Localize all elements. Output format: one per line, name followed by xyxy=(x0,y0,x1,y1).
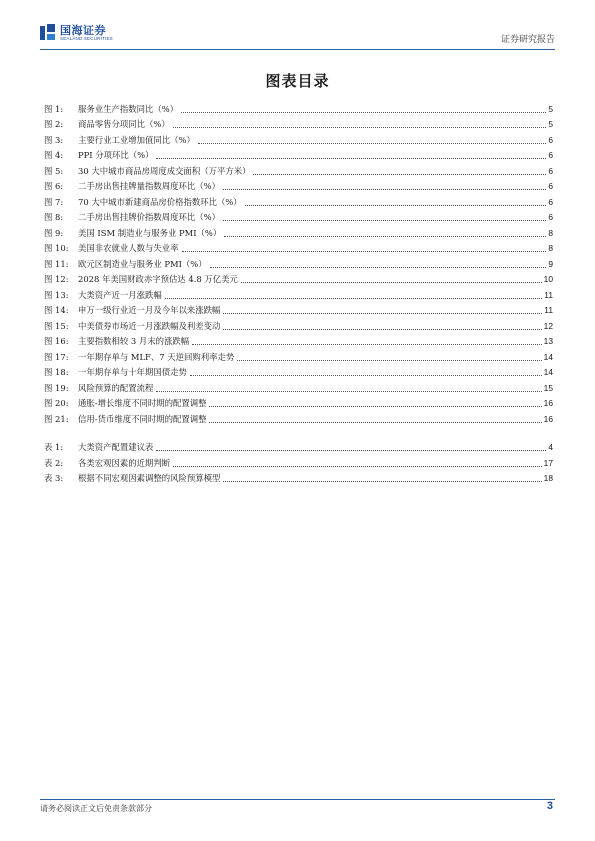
toc-entry[interactable] xyxy=(44,99,553,115)
entry-page: 6 xyxy=(548,196,553,207)
toc-entry[interactable] xyxy=(44,270,553,286)
entry-label: 图 20: xyxy=(44,398,69,408)
entry-label: 图 19: xyxy=(44,382,69,393)
dot-leader xyxy=(237,360,541,361)
entry-label: 图 6: xyxy=(44,181,64,191)
toc-entry[interactable] xyxy=(44,316,553,332)
entry-label: 表 1: xyxy=(44,442,64,452)
page-title: 图表目录 xyxy=(265,72,330,90)
entry-page: 8 xyxy=(548,227,553,238)
toc-entry[interactable] xyxy=(44,130,553,146)
entry-page: 12 xyxy=(543,320,553,331)
entry-title: 70 大中城市新建商品房价格指数环比（%） xyxy=(78,196,242,207)
entry-label: 图 18: xyxy=(44,367,69,377)
toc-entry[interactable] xyxy=(44,285,553,301)
entry-title: 二手房出售挂牌价指数周度环比（%） xyxy=(78,212,220,222)
dot-leader xyxy=(173,466,542,467)
toc-entry[interactable] xyxy=(44,453,553,469)
toc-entry[interactable] xyxy=(44,394,553,410)
dot-leader xyxy=(209,422,541,423)
entry-label: 表 3: xyxy=(44,473,64,483)
toc-entry[interactable] xyxy=(44,161,553,177)
section-gap xyxy=(44,425,553,438)
entry-label: 图 16: xyxy=(44,336,69,346)
header-divider xyxy=(40,49,555,50)
entry-page: 5 xyxy=(548,103,553,114)
entry-page: 5 xyxy=(548,119,553,129)
entry-label: 图 10: xyxy=(44,243,69,253)
dot-leader xyxy=(253,174,546,175)
dot-leader xyxy=(223,220,546,221)
entry-label: 图 9: xyxy=(44,227,64,238)
entry-page: 11 xyxy=(544,289,553,300)
entry-label: 图 7: xyxy=(44,196,64,207)
entry-title: 风险预算的配置流程 xyxy=(78,382,154,393)
entry-page: 6 xyxy=(548,150,553,160)
entry-page: 16 xyxy=(543,413,553,424)
entry-label: 图 21: xyxy=(44,413,69,424)
entry-title: 申万一级行业近一月及今年以来涨跌幅 xyxy=(78,305,221,315)
entry-title: 信用-货币维度不同时期的配置调整 xyxy=(78,413,207,424)
entry-page: 6 xyxy=(548,165,553,176)
toc-entry[interactable] xyxy=(44,115,553,131)
dot-leader xyxy=(190,375,542,376)
entry-label: 图 12: xyxy=(44,274,69,284)
toc-entry[interactable] xyxy=(44,378,553,394)
entry-title: 2028 年美国财政赤字预估达 4.8 万亿美元 xyxy=(78,274,238,284)
toc-entry[interactable] xyxy=(44,223,553,239)
entry-label: 图 14: xyxy=(44,305,69,315)
company-logo xyxy=(40,22,113,44)
toc-entry[interactable] xyxy=(44,208,553,224)
entry-title: 各类宏观因素的近期判断 xyxy=(78,457,171,468)
dot-leader xyxy=(156,158,546,159)
entry-title: 30 大中城市商品房周度成交面积（万平方米） xyxy=(78,165,251,176)
dot-leader xyxy=(156,391,541,392)
entry-title: 中美债券市场近一月涨跌幅及利差变动 xyxy=(78,320,221,331)
entry-page: 13 xyxy=(543,336,553,346)
logo-name-cn: 国海证券 xyxy=(60,23,106,37)
entry-title: 根据不同宏观因素调整的风险预算模型 xyxy=(78,473,221,483)
dot-leader xyxy=(173,127,547,128)
entry-label: 图 2: xyxy=(44,119,64,129)
entry-page: 8 xyxy=(548,243,553,253)
entry-title: 二手房出售挂牌量指数周度环比（%） xyxy=(78,181,220,191)
entry-page: 18 xyxy=(543,473,553,483)
entry-label: 图 5: xyxy=(44,165,64,176)
dot-leader xyxy=(223,481,541,482)
dot-leader xyxy=(182,251,547,252)
entry-page: 16 xyxy=(543,398,553,408)
toc-entry[interactable] xyxy=(44,146,553,162)
toc-entry[interactable] xyxy=(44,438,553,454)
entry-label: 图 1: xyxy=(44,103,64,114)
logo-name-en: SEALAND SECURITIES xyxy=(60,35,113,41)
entry-title: 主要指数相较 3 月末的涨跌幅 xyxy=(78,336,190,346)
entry-page: 10 xyxy=(543,274,553,284)
entry-title: 一年期存单与 MLF、7 天逆回购利率走势 xyxy=(78,351,235,362)
entry-label: 图 8: xyxy=(44,212,64,222)
entry-label: 图 3: xyxy=(44,134,64,145)
entry-page: 17 xyxy=(543,457,553,468)
entry-title: 美国 ISM 制造业与服务业 PMI（%） xyxy=(78,227,222,238)
dot-leader xyxy=(223,189,546,190)
entry-label: 图 13: xyxy=(44,289,69,300)
entry-title: 一年期存单与十年期国债走势 xyxy=(78,367,187,377)
toc-entry[interactable] xyxy=(44,192,553,208)
entry-title: 大类资产近一月涨跌幅 xyxy=(78,289,162,300)
entry-page: 9 xyxy=(548,258,553,269)
entry-title: 商品零售分项同比（%） xyxy=(78,119,170,129)
dot-leader xyxy=(241,282,542,283)
dot-leader xyxy=(156,450,546,451)
toc-entry[interactable] xyxy=(44,301,553,317)
toc-entry[interactable] xyxy=(44,332,553,348)
toc-entry[interactable] xyxy=(44,347,553,363)
dot-leader xyxy=(198,143,546,144)
dot-leader xyxy=(223,313,542,314)
entry-page: 14 xyxy=(543,367,553,377)
toc-entry[interactable] xyxy=(44,177,553,193)
report-type: 证券研究报告 xyxy=(500,35,555,45)
entry-label: 图 11: xyxy=(44,258,69,269)
footer-divider xyxy=(40,799,555,800)
entry-title: 美国非农就业人数与失业率 xyxy=(78,243,179,253)
entry-page: 4 xyxy=(548,442,553,452)
entry-page: 15 xyxy=(543,382,553,393)
toc-entry[interactable] xyxy=(44,254,553,270)
entry-page: 11 xyxy=(544,305,553,315)
toc-entry[interactable] xyxy=(44,469,553,485)
entry-title: 大类资产配置建议表 xyxy=(78,442,154,452)
toc-entry[interactable] xyxy=(44,363,553,379)
entry-title: 通胀-增长维度不同时期的配置调整 xyxy=(78,398,207,408)
entry-title: 服务业生产指数同比（%） xyxy=(78,103,179,114)
entry-title: 欧元区制造业与服务业 PMI（%） xyxy=(78,258,207,269)
logo-mark-icon xyxy=(40,24,56,42)
footer-disclaimer: 请务必阅读正文后免责条款部分 xyxy=(40,804,152,813)
dot-leader xyxy=(165,298,543,299)
table-of-figures xyxy=(44,99,553,484)
entry-label: 表 2: xyxy=(44,457,64,468)
dot-leader xyxy=(245,205,547,206)
dot-leader xyxy=(224,236,546,237)
entry-page: 6 xyxy=(548,212,553,222)
table-list xyxy=(44,438,553,485)
entry-page: 6 xyxy=(548,134,553,145)
dot-leader xyxy=(209,406,541,407)
entry-title: PPI 分项环比（%） xyxy=(78,150,154,160)
entry-label: 图 4: xyxy=(44,150,64,160)
dot-leader xyxy=(192,344,542,345)
dot-leader xyxy=(181,112,546,113)
dot-leader xyxy=(210,267,547,268)
entry-label: 图 17: xyxy=(44,351,69,362)
page-number: 3 xyxy=(546,800,553,812)
dot-leader xyxy=(223,329,541,330)
page-header xyxy=(40,22,555,46)
entry-page: 14 xyxy=(543,351,553,362)
entry-page: 6 xyxy=(548,181,553,191)
figure-list xyxy=(44,99,553,425)
entry-label: 图 15: xyxy=(44,320,69,331)
toc-entry[interactable] xyxy=(44,239,553,255)
toc-entry[interactable] xyxy=(44,409,553,425)
entry-title: 主要行业工业增加值同比（%） xyxy=(78,134,195,145)
